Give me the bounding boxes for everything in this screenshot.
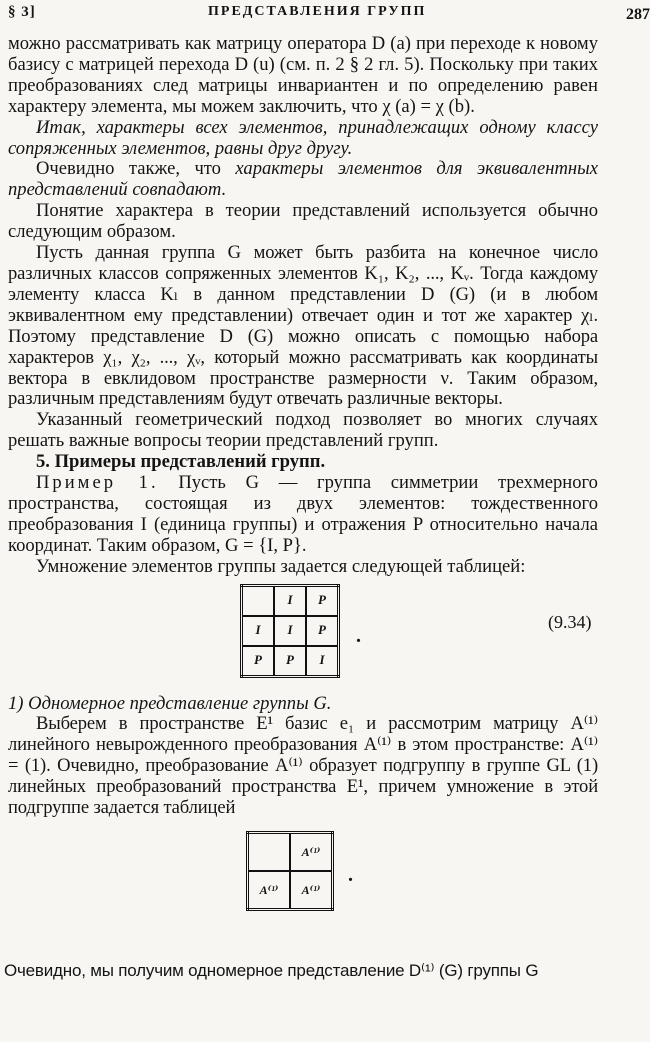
- example-label: Пример 1.: [36, 472, 159, 494]
- representation-table: [246, 831, 334, 911]
- table-cell: P: [274, 646, 306, 677]
- table-cell: P: [306, 616, 339, 646]
- paragraph-9: Выберем в пространстве E¹ базис e₁ и рассмотрим матрицу A⁽¹⁾ линейного невырожденного преобразования A⁽¹⁾ в этом пространстве: A⁽¹⁾ = (1). Очевидно, преобразование A⁽¹⁾ образует подгруппу в группе GL (1) линейных преобразований пространства E¹, причем умножение в этой подгруппе задается таблицей: [8, 713, 598, 819]
- paragraph-6: Указанный геометрический подход позволяет во многих случаях решать важные вопросы теории представлений групп.: [8, 409, 598, 452]
- body-text: [8, 34, 598, 935]
- paragraph-3: [8, 159, 598, 201]
- equation-number: (9.34): [548, 611, 592, 632]
- paragraph-1: можно рассматривать как матрицу оператора D (a) при переходе к новому базису с матрицей перехода D (u) (см. п. 2 § 2 гл. 5). Поскольку при таких преобразованиях след матрицы инвариантен и по определению равен характеру элемента, мы можем заключить, что χ (a) = χ (b).: [8, 33, 598, 117]
- table-cell: I: [242, 616, 275, 646]
- table-cell: P: [306, 585, 339, 616]
- running-head: [8, 4, 600, 24]
- table-cell: A⁽¹⁾: [290, 871, 333, 910]
- table-cell: P: [242, 646, 275, 677]
- section-subheading: 5. Примеры представлений групп.: [36, 451, 326, 473]
- paragraph-table-intro: Умножение элементов группы задается следующей таблицей:: [36, 555, 526, 577]
- multiplication-table-equation: [8, 584, 598, 680]
- running-title: ПРЕДСТАВЛЕНИЯ ГРУПП: [208, 4, 427, 19]
- paragraph-4: Понятие характера в теории представлений используется обычно следующим образом.: [8, 200, 598, 243]
- final-line: Очевидно, мы получим одномерное представление D⁽¹⁾ (G) группы G: [4, 961, 539, 980]
- table-cell: [242, 585, 275, 616]
- table-row: [242, 585, 339, 616]
- table-row: [242, 616, 339, 646]
- table-row: [248, 871, 333, 910]
- example-1-text: Пусть G — группа симметрии трехмерного пространства, состоящая из двух элементов: тождественного преобразования I (единица группы) и отражения P относительно начала координат. Таким образом, G = {I, P}.: [8, 472, 598, 556]
- table-period: .: [348, 864, 353, 886]
- table-cell: A⁽¹⁾: [290, 833, 333, 872]
- paragraph-2: Итак, характеры всех элементов, принадлежащих одному классу сопряженных элементов, равны друг другу.: [8, 116, 598, 159]
- table-cell: I: [306, 646, 339, 677]
- page-number: 287: [626, 6, 650, 23]
- example-1: [8, 473, 598, 557]
- table-row: [242, 646, 339, 677]
- paragraph-3-lead: Очевидно также, что: [36, 158, 236, 180]
- paragraph-3-italic: характеры элементов для эквивалентных представлений совпадают.: [8, 158, 598, 201]
- table-cell: I: [274, 585, 306, 616]
- table-cell: A⁽¹⁾: [248, 871, 291, 910]
- table-row: [248, 833, 333, 872]
- table-cell: I: [274, 616, 306, 646]
- table-period: .: [356, 624, 361, 647]
- multiplication-table: [240, 584, 340, 678]
- section-marker: § 3]: [8, 4, 36, 20]
- representation-table-equation: [8, 831, 598, 935]
- table-cell: [248, 833, 291, 872]
- item-one-dimensional: 1) Одномерное представление группы G.: [8, 692, 332, 714]
- paragraph-5: Пусть данная группа G может быть разбита на конечное число различных классов сопряженных элементов K₁, K₂, ..., Kᵥ. Тогда каждому элементу класса Kₗ в данном представлении D (G) (и в любом эквивалентном ему представлении) отвечает один и тот же характер χₗ. Поэтому представление D (G) можно описать с помощью набора характеров χ₁, χ₂, ..., χᵥ, который можно рассматривать как координаты вектора в евклидовом пространстве размерности ν. Таким образом, различным представлениям будут отвечать различные векторы.: [8, 242, 598, 410]
